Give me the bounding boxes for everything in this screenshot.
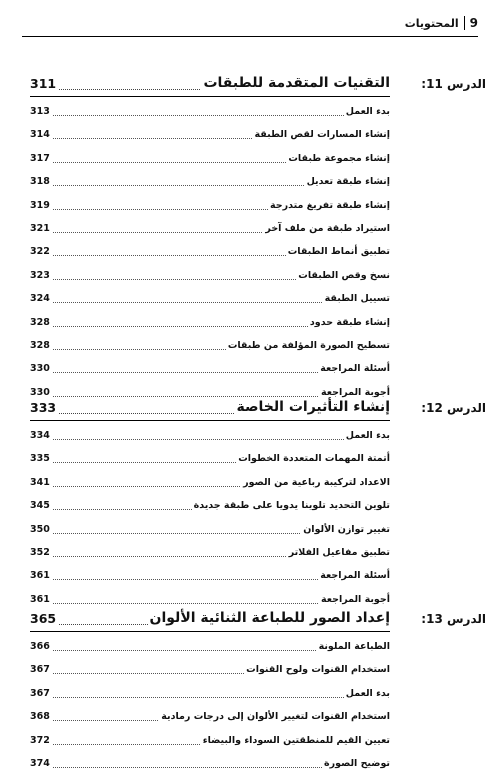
lesson-underline xyxy=(30,420,390,421)
toc-entry-page: 330 xyxy=(30,386,50,398)
lesson-title: إنشاء التأثيرات الخاصة xyxy=(236,399,390,415)
toc-entry-page: 321 xyxy=(30,222,50,234)
toc-entry-title: أجوبة المراجعة xyxy=(320,593,390,605)
lesson-title: التقنيات المتقدمة للطبقات xyxy=(203,75,390,91)
toc-entry[interactable] xyxy=(0,266,500,289)
toc-entry-page: 324 xyxy=(30,293,50,305)
toc-entry-title: استيراد طبقة من ملف آخر xyxy=(265,222,390,234)
toc-entry-page: 367 xyxy=(30,687,50,699)
toc-entry[interactable] xyxy=(0,289,500,312)
toc-entry[interactable] xyxy=(0,707,500,730)
toc-entry-title: إنشاء المسارات لقص الطبقة xyxy=(254,129,390,141)
toc-entry[interactable] xyxy=(0,684,500,707)
toc-entry-title: بدء العمل xyxy=(345,430,390,441)
lesson-section xyxy=(0,401,500,613)
lesson-page-number: 311 xyxy=(30,76,57,91)
toc-entry-title: بدء العمل xyxy=(345,687,390,699)
toc-entry[interactable] xyxy=(0,660,500,683)
toc-entry-title: استخدام القنوات ولوح القنوات xyxy=(246,664,390,676)
toc-entry-page: 372 xyxy=(30,734,50,746)
lesson-underline xyxy=(30,96,390,97)
lesson-items xyxy=(0,102,500,406)
toc-entry-page: 352 xyxy=(30,546,50,558)
toc-entry[interactable] xyxy=(0,242,500,265)
toc-entry-page: 330 xyxy=(30,363,50,375)
lesson-page-number: 365 xyxy=(30,611,57,626)
toc-entry-page: 361 xyxy=(30,570,50,582)
toc-entry-page: 318 xyxy=(30,176,50,188)
toc-entry-title: أتمتة المهمات المتعددة الخطوات xyxy=(238,453,390,465)
toc-entry[interactable] xyxy=(0,520,500,543)
lesson-label: الدرس 11: xyxy=(421,77,486,91)
leader-dots xyxy=(50,697,390,698)
header-rule xyxy=(22,36,478,37)
toc-entry-title: توضيح الصورة xyxy=(324,757,390,769)
toc-entry-page: 335 xyxy=(30,453,50,465)
toc-entry-title: إنشاء طبقة تعديل xyxy=(306,176,390,188)
toc-entry-title: إنشاء طبقة حدود xyxy=(309,316,390,328)
toc-entry[interactable] xyxy=(0,196,500,219)
toc-entry[interactable] xyxy=(0,426,500,449)
toc-entry[interactable] xyxy=(0,172,500,195)
toc-entry-title: تسطيح الصورة المؤلفة من طبقات xyxy=(227,339,390,351)
lesson-items xyxy=(0,637,500,777)
toc-entry-page: 314 xyxy=(30,129,50,141)
toc-entry-page: 366 xyxy=(30,641,50,652)
toc-entry-page: 317 xyxy=(30,152,50,164)
toc-entry[interactable] xyxy=(0,219,500,242)
lesson-underline xyxy=(30,631,390,632)
leader-dots xyxy=(50,115,390,116)
toc-entry[interactable] xyxy=(0,359,500,382)
toc-entry-page: 334 xyxy=(30,430,50,441)
header-title: المحتويات xyxy=(404,16,459,30)
toc-entry-page: 323 xyxy=(30,269,50,281)
toc-entry-title: استخدام القنوات لتغيير الألوان إلى درجات رمادية xyxy=(161,711,390,723)
toc-entry-title: الطباعة الملونة xyxy=(318,641,390,652)
lesson-heading[interactable] xyxy=(0,77,500,97)
toc-entry-page: 341 xyxy=(30,476,50,488)
toc-entry[interactable] xyxy=(0,473,500,496)
toc-entry-page: 319 xyxy=(30,199,50,211)
toc-entry[interactable] xyxy=(0,449,500,472)
toc-entry[interactable] xyxy=(0,125,500,148)
toc-entry-page: 361 xyxy=(30,593,50,605)
lesson-label: الدرس 12: xyxy=(421,401,486,415)
lesson-page-number: 333 xyxy=(30,400,57,415)
toc-entry-page: 313 xyxy=(30,106,50,117)
toc-entry-title: تسييل الطبقة xyxy=(324,293,390,305)
header-separator xyxy=(464,16,465,30)
toc-entry-title: نسخ وقص الطبقات xyxy=(298,269,390,281)
toc-entry[interactable] xyxy=(0,149,500,172)
page-header xyxy=(22,14,478,32)
lesson-title: إعداد الصور للطباعة الثنائية الألوان xyxy=(149,610,390,626)
lesson-heading[interactable] xyxy=(0,401,500,421)
toc-entry-page: 322 xyxy=(30,246,50,258)
toc-entry-title: أجوبة المراجعة xyxy=(320,386,390,398)
toc-entry-title: تعيين القيم للمنطقتين السوداء والبيضاء xyxy=(202,734,390,746)
toc-entry[interactable] xyxy=(0,637,500,660)
toc-entry-page: 368 xyxy=(30,711,50,723)
lesson-section xyxy=(0,77,500,406)
toc-entry-page: 374 xyxy=(30,757,50,769)
toc-entry[interactable] xyxy=(0,313,500,336)
toc-entry[interactable] xyxy=(0,336,500,359)
toc-entry-title: أسئلة المراجعة xyxy=(320,570,390,582)
toc-entry-page: 345 xyxy=(30,500,50,512)
toc-entry-page: 328 xyxy=(30,339,50,351)
toc-entry-title: تلوين التحديد تلوينا يدويا على طبقة جديدة xyxy=(193,500,390,512)
lesson-label: الدرس 13: xyxy=(421,612,486,626)
toc-entry-title: إنشاء مجموعة طبقات xyxy=(288,152,390,164)
toc-entry-title: بدء العمل xyxy=(345,106,390,117)
toc-entry-title: تطبيق أنماط الطبقات xyxy=(287,246,390,258)
toc-entry-title: تغيير توازن الألوان xyxy=(303,523,390,535)
toc-entry-page: 350 xyxy=(30,523,50,535)
toc-entry[interactable] xyxy=(0,731,500,754)
toc-entry[interactable] xyxy=(0,566,500,589)
header-page-number: 9 xyxy=(469,16,478,30)
toc-entry[interactable] xyxy=(0,754,500,777)
lesson-heading[interactable] xyxy=(0,612,500,632)
toc-entry-title: الاعداد لتركيبة رباعية من الصور xyxy=(243,476,390,488)
toc-entry-title: إنشاء طبقة تفريغ متدرجة xyxy=(270,199,390,211)
leader-dots xyxy=(50,439,390,440)
toc-entry-title: تطبيق مفاعيل الفلاتر xyxy=(288,546,390,558)
toc-entry-page: 328 xyxy=(30,316,50,328)
toc-entry[interactable] xyxy=(0,496,500,519)
toc-entry[interactable] xyxy=(0,102,500,125)
lesson-items xyxy=(0,426,500,613)
toc-entry-title: أسئلة المراجعة xyxy=(320,363,390,375)
toc-entry[interactable] xyxy=(0,543,500,566)
lesson-section xyxy=(0,612,500,777)
toc-entry-page: 367 xyxy=(30,664,50,676)
